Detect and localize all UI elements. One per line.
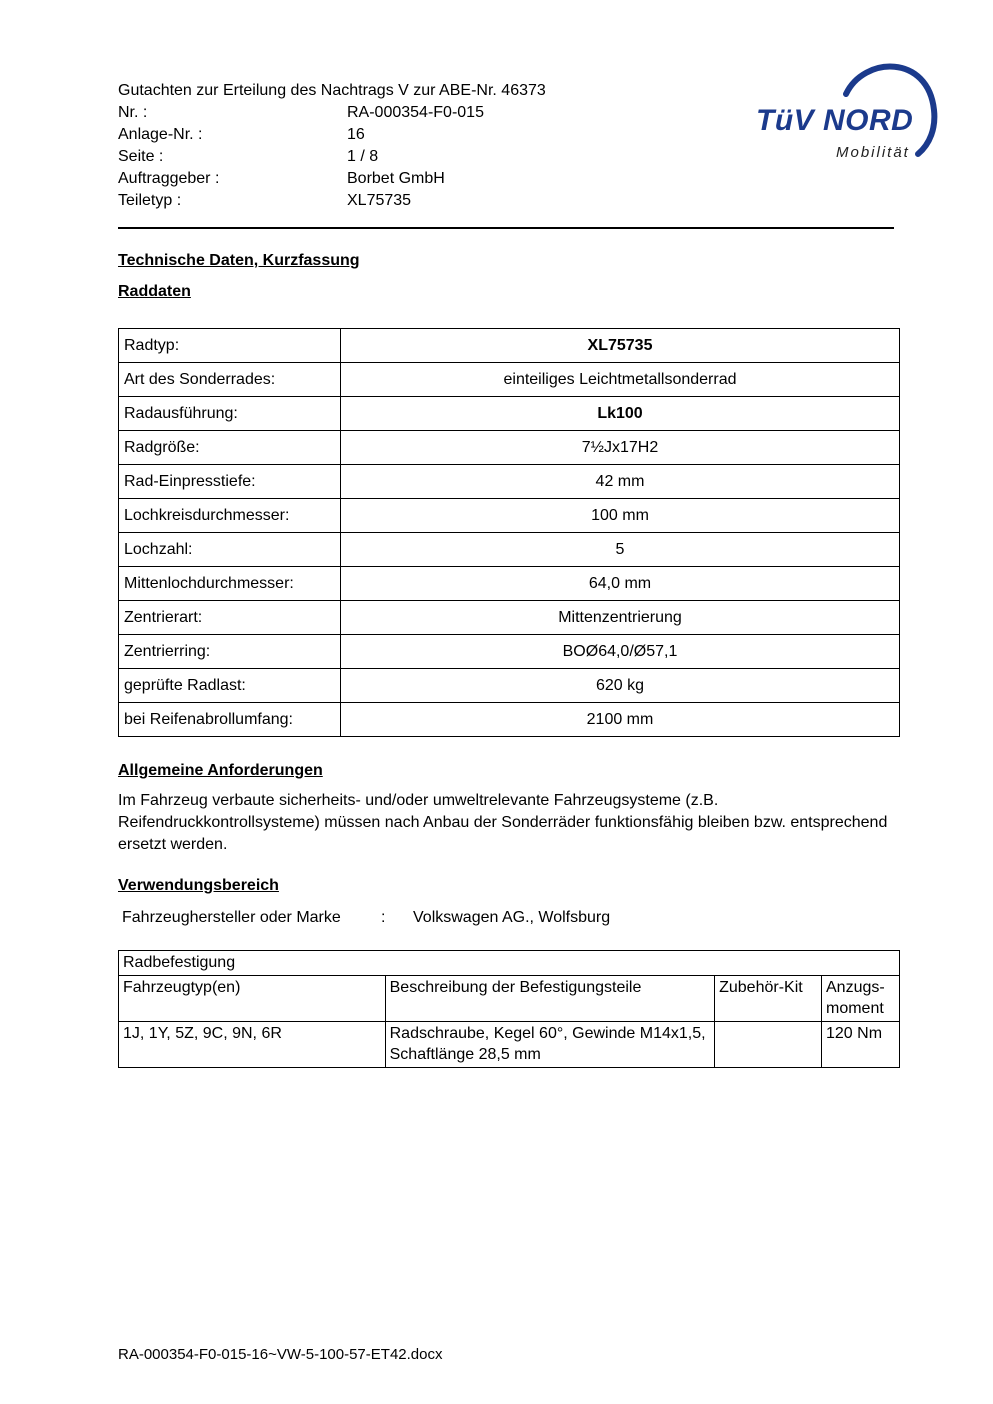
radbefestigung-title: Radbefestigung [119, 951, 900, 976]
header-title-line [118, 80, 900, 102]
raddaten-label: Zentrierring: [119, 635, 341, 669]
document-header [118, 80, 900, 212]
raddaten-value: 100 mm [341, 499, 900, 533]
table-row [119, 669, 900, 703]
raddaten-value: Mittenzentrierung [341, 601, 900, 635]
raddaten-label: bei Reifenabrollumfang: [119, 703, 341, 737]
raddaten-value: Lk100 [341, 397, 900, 431]
raddaten-value: 64,0 mm [341, 567, 900, 601]
header-divider [118, 227, 894, 229]
section-title-raddaten: Raddaten [118, 283, 191, 300]
logo-brand-text: TüV NORD [756, 104, 914, 137]
raddaten-label: Rad-Einpresstiefe: [119, 465, 341, 499]
raddaten-value: BOØ64,0/Ø57,1 [341, 635, 900, 669]
table-row [119, 601, 900, 635]
column-header-fahrzeugtyp: Fahrzeugtyp(en) [119, 976, 386, 1022]
header-field-nr [118, 102, 900, 124]
table-row [119, 499, 900, 533]
raddaten-label: Zentrierart: [119, 601, 341, 635]
header-field-value: RA-000354-F0-015 [347, 104, 484, 121]
cell-zubehoer-kit [715, 1022, 822, 1068]
table-row [119, 533, 900, 567]
raddaten-value: 7½Jx17H2 [341, 431, 900, 465]
table-row [119, 431, 900, 465]
cell-anzugsmoment: 120 Nm [822, 1022, 900, 1068]
table-row [119, 951, 900, 976]
section-title-allgemeine-anforderungen: Allgemeine Anforderungen [118, 762, 323, 779]
raddaten-value: 2100 mm [341, 703, 900, 737]
fahrzeughersteller-value: Volkswagen AG., Wolfsburg [413, 909, 611, 926]
cell-beschreibung: Radschraube, Kegel 60°, Gewinde M14x1,5, Schaftlänge 28,5 mm [385, 1022, 714, 1068]
table-row [119, 465, 900, 499]
header-field-auftraggeber [118, 168, 900, 190]
table-row [119, 397, 900, 431]
fahrzeughersteller-label: Fahrzeughersteller oder Marke [122, 909, 341, 926]
table-row [119, 1022, 900, 1068]
raddaten-value: 5 [341, 533, 900, 567]
raddaten-label: Radgröße: [119, 431, 341, 465]
header-field-label: Auftraggeber : [118, 170, 220, 187]
raddaten-label: Art des Sonderrades: [119, 363, 341, 397]
table-row [119, 703, 900, 737]
table-header-row [119, 976, 900, 1022]
header-field-value: 1 / 8 [347, 148, 379, 165]
column-header-beschreibung: Beschreibung der Befestigungsteile [385, 976, 714, 1022]
header-field-teiletyp [118, 190, 900, 212]
header-field-label: Nr. : [118, 104, 148, 121]
raddaten-label: Lochkreisdurchmesser: [119, 499, 341, 533]
raddaten-label: Mittenlochdurchmesser: [119, 567, 341, 601]
table-row [119, 567, 900, 601]
table-row [119, 363, 900, 397]
header-field-label: Anlage-Nr. : [118, 126, 203, 143]
header-field-value: XL75735 [347, 192, 412, 209]
radbefestigung-table [118, 950, 900, 1068]
column-header-zubehoer-kit: Zubehör-Kit [715, 976, 822, 1022]
section-title-technische-daten: Technische Daten, Kurzfassung [118, 252, 360, 269]
header-field-seite [118, 146, 900, 168]
header-field-value: Borbet GmbH [347, 170, 445, 187]
raddaten-value: 620 kg [341, 669, 900, 703]
header-field-value: 16 [347, 126, 365, 143]
table-row [119, 635, 900, 669]
cell-fahrzeugtyp: 1J, 1Y, 5Z, 9C, 9N, 6R [119, 1022, 386, 1068]
raddaten-label: Radausführung: [119, 397, 341, 431]
raddaten-label: Radtyp: [119, 329, 341, 363]
raddaten-label: geprüfte Radlast: [119, 669, 341, 703]
column-header-anzugsmoment: Anzugs-moment [822, 976, 900, 1022]
raddaten-value: XL75735 [341, 329, 900, 363]
raddaten-value: 42 mm [341, 465, 900, 499]
logo-subtitle-text: Mobilität [836, 144, 910, 161]
header-field-label: Seite : [118, 148, 164, 165]
header-field-label: Teiletyp : [118, 192, 182, 209]
fahrzeughersteller-colon: : [381, 909, 386, 926]
section-title-verwendungsbereich: Verwendungsbereich [118, 877, 279, 894]
allgemeine-anforderungen-text: Im Fahrzeug verbaute sicherheits- und/oder umweltrelevante Fahrzeugsysteme (z.B. Reifendruckkontrollsysteme) müssen nach Anbau der Sonderräder funktionsfähig bleiben bzw. entsprechend ersetzt werden. [118, 792, 888, 853]
table-row [119, 329, 900, 363]
fahrzeughersteller-line [118, 907, 900, 929]
raddaten-label: Lochzahl: [119, 533, 341, 567]
header-field-anlage-nr [118, 124, 900, 146]
raddaten-value: einteiliges Leichtmetallsonderrad [341, 363, 900, 397]
header-title-text: Gutachten zur Erteilung des Nachtrags V zur ABE-Nr. 46373 [118, 82, 546, 99]
footer-filename: RA-000354-F0-015-16~VW-5-100-57-ET42.docx [118, 1346, 443, 1363]
raddaten-table [118, 328, 900, 737]
